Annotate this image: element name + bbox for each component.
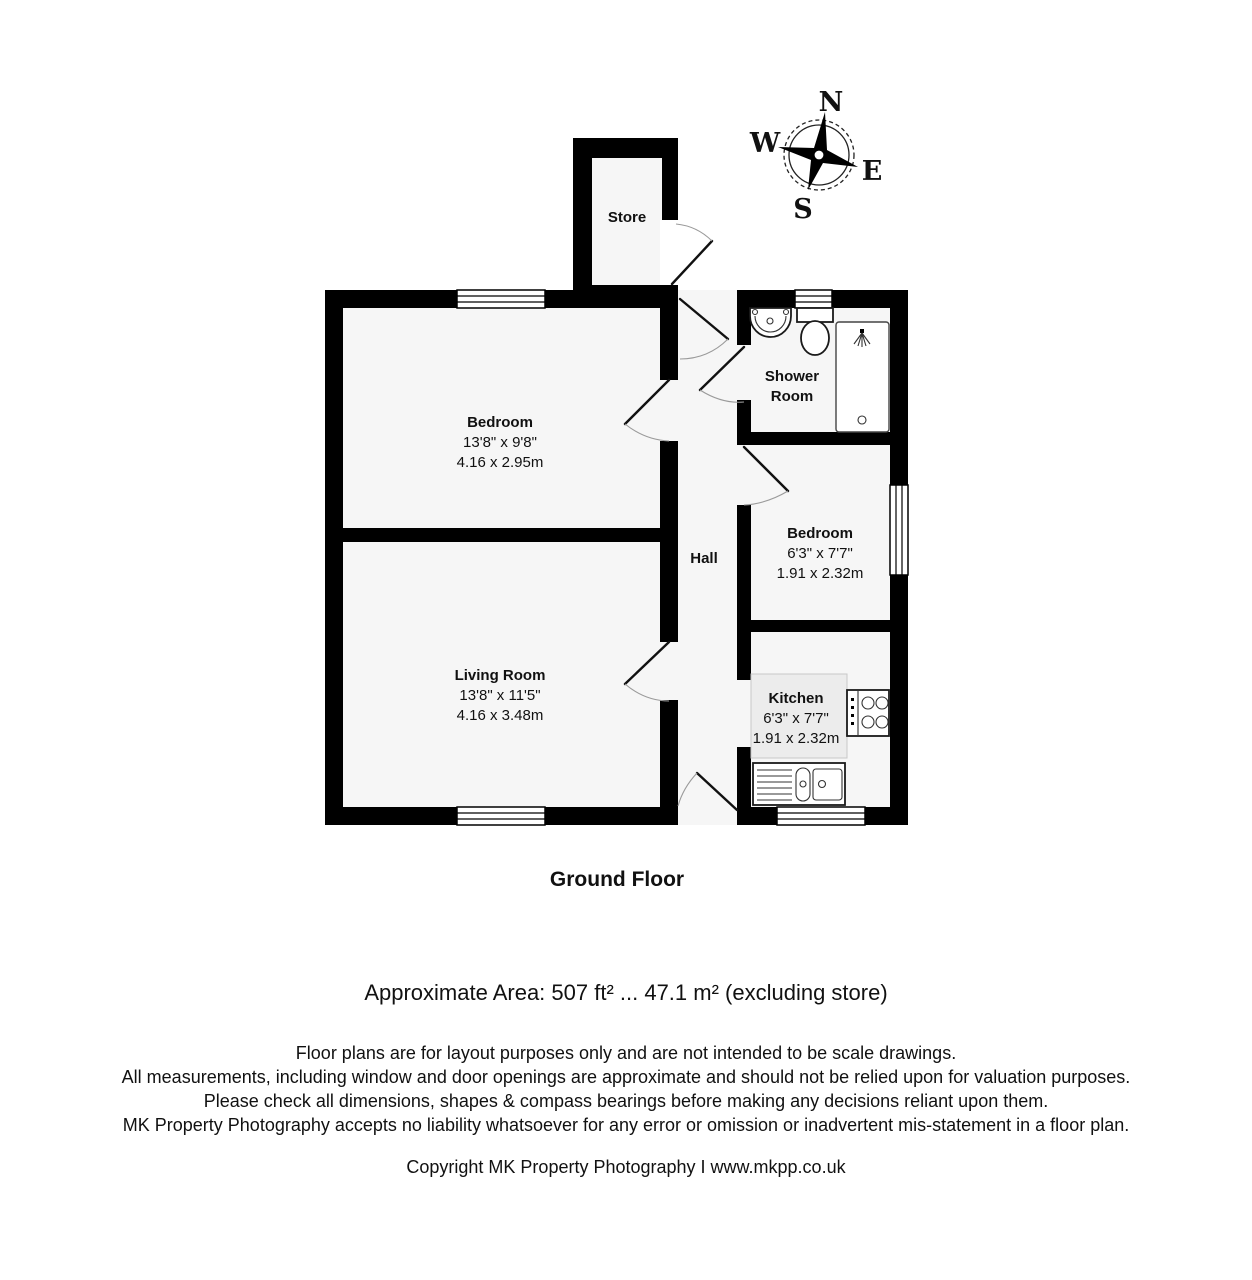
store-door-arc [676,224,712,241]
copyright-note: Copyright MK Property Photography I www.mkpp.co.uk [406,1157,846,1177]
wall-segment [343,528,660,542]
bedroom2-window [890,485,908,575]
living-room-size-imperial: 13'8" x 11'5" [459,687,541,704]
compass-east-label: E [861,156,883,187]
bedroom1-window [457,290,545,308]
compass-hub [814,150,824,160]
kitchen-size-metric: 1.91 x 2.32m [752,730,840,747]
wall-segment [737,505,751,620]
living-room-label: Living Room [454,667,546,684]
shower-tray-icon [836,322,889,432]
disclaimer-line-3: Please check all dimensions, shapes & compass bearings before making any decisions reliant upon them. [203,1091,1049,1111]
hob-icon [847,690,889,736]
wall-segment [737,620,890,632]
bedroom2-size-metric: 1.91 x 2.32m [776,565,864,582]
wall-segment [737,308,751,345]
wall-segment [737,747,751,807]
bedroom2-label: Bedroom [787,525,853,542]
kitchen-sink-icon [753,763,845,805]
compass-rose [749,87,882,225]
bedroom1-label: Bedroom [467,414,533,431]
shower-room-label-line1: Shower [764,368,820,385]
wall-segment [660,308,678,380]
compass-west-label: W [749,128,781,159]
disclaimer-line-1: Floor plans are for layout purposes only and are not intended to be scale drawings. [295,1043,957,1063]
hall-label: Hall [690,550,718,567]
wall-segment [737,400,751,432]
area-note: Approximate Area: 507 ft² ... 47.1 m² (excluding store) [364,980,888,1005]
wall-segment [660,441,678,642]
bedroom1-size-metric: 4.16 x 2.95m [456,454,544,471]
bedroom2-size-imperial: 6'3" x 7'7" [787,545,853,562]
kitchen-window [777,807,865,825]
store-door-opening [660,220,678,285]
kitchen-size-imperial: 6'3" x 7'7" [763,710,829,727]
compass-south-label: S [793,194,813,225]
compass-north-label: N [818,87,844,118]
kitchen-label: Kitchen [768,690,824,707]
disclaimer-line-2: All measurements, including window and door openings are approximate and should not be relied upon for valuation purposes. [121,1067,1131,1087]
disclaimer-line-4: MK Property Photography accepts no liability whatsoever for any error or omission or inadvertent mis-statement in a floor plan. [122,1115,1130,1135]
shower-room-label-line2: Room [770,388,814,405]
store-label: Store [607,209,647,226]
floor-title: Ground Floor [549,868,685,891]
disclaimer-block [0,1041,1252,1137]
living-room-window [457,807,545,825]
living-room-size-metric: 4.16 x 3.48m [456,707,544,724]
rear-door-opening [678,807,737,825]
shower-room-window [795,290,832,308]
wall-segment [737,632,751,680]
wall-segment [660,700,678,807]
bedroom1-size-imperial: 13'8" x 9'8" [463,434,537,451]
wall-segment [737,432,890,445]
